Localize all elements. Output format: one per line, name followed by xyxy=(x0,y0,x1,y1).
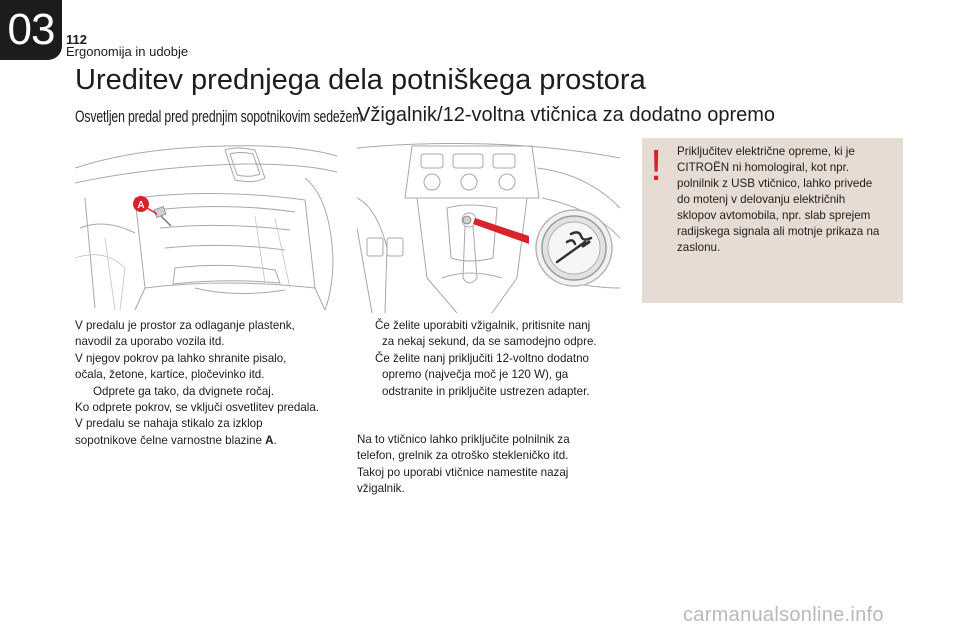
bullet-icon xyxy=(75,384,93,400)
text-line: navodil za uporabo vozila itd. xyxy=(75,335,225,349)
bullet-continuation: opremo (največja moč je 120 W), ga xyxy=(382,368,569,382)
text-line: Ko odprete pokrov, se vključi osvetlitev predala. xyxy=(75,401,320,415)
chapter-number: 03 xyxy=(7,5,55,54)
page-number: 112 xyxy=(66,32,87,47)
text-line: vžigalnik. xyxy=(357,482,405,496)
bullet-icon xyxy=(357,318,375,334)
warning-text xyxy=(677,144,899,256)
watermark: carmanualsonline.info xyxy=(683,604,884,626)
bullet-continuation: za nekaj sekund, da se samodejno odpre. xyxy=(382,335,597,349)
page-title: Ureditev prednjega dela potniškega prostora xyxy=(75,64,646,96)
bullet-item xyxy=(75,384,347,400)
bullet-item xyxy=(357,318,619,334)
text-line: V njegov pokrov pa lahko shranite pisalo, xyxy=(75,351,287,365)
lighter-drawing xyxy=(357,138,620,313)
glovebox-illustration xyxy=(75,138,337,313)
text-span: sopotnikove čelne varnostne blazine xyxy=(75,433,266,447)
warning-line: radijskega signala ali motnje prikaza na xyxy=(677,225,880,238)
bullet-text: Odprete ga tako, da dvignete ročaj. xyxy=(93,384,275,398)
lighter-illustration xyxy=(357,138,620,313)
warning-line: sklopov avtomobila, npr. slab sprejem xyxy=(677,209,871,222)
text-line: Na to vtičnico lahko priključite polnilnik za xyxy=(357,433,570,446)
warning-line: polnilnik z USB vtičnico, lahko privede xyxy=(677,177,873,190)
bullet-text: Če želite uporabiti vžigalnik, pritisnite nanj xyxy=(375,319,591,332)
bullet-continuation: odstranite in priključite ustrezen adapter. xyxy=(382,384,590,398)
warning-line: zaslonu. xyxy=(677,241,721,254)
warning-line: CITROËN ni homologiral, kot npr. xyxy=(677,161,850,174)
section-name: Ergonomija in udobje xyxy=(66,44,189,59)
warning-line: do motenj v delovanju električnih xyxy=(677,193,846,206)
bullet-icon xyxy=(357,351,375,367)
text-line: Takoj po uporabi vtičnice namestite nazaj xyxy=(357,465,569,479)
text-line: V predalu se nahaja stikalo za izklop xyxy=(75,417,263,431)
text-line: V predalu je prostor za odlaganje plastenk, xyxy=(75,319,295,332)
glovebox-text xyxy=(75,318,347,449)
socket-usage-text xyxy=(357,432,619,498)
bullet-text: Če želite nanj priključiti 12-voltno dodatno xyxy=(375,351,589,365)
marker-a-label: A xyxy=(137,200,145,211)
lighter-subtitle: Vžigalnik/12-voltna vtičnica za dodatno opremo xyxy=(357,104,776,126)
chapter-tab xyxy=(0,0,62,60)
airbag-label-a: A xyxy=(265,433,274,447)
text-line-last xyxy=(75,433,347,449)
glovebox-subtitle: Osvetljen predal pred prednjim sopotnikovim sedežem xyxy=(75,107,363,126)
warning-icon: ! xyxy=(650,141,663,190)
warning-line: Priključitev električne opreme, ki je xyxy=(677,145,855,158)
text-line: očala, žetone, kartice, pločevinko itd. xyxy=(75,368,265,382)
text-line: telefon, grelnik za otroško stekleničko itd. xyxy=(357,449,569,463)
glovebox-drawing xyxy=(75,138,337,313)
bullet-item xyxy=(357,351,619,367)
lighter-instructions xyxy=(357,318,619,400)
text-span: . xyxy=(273,433,277,447)
